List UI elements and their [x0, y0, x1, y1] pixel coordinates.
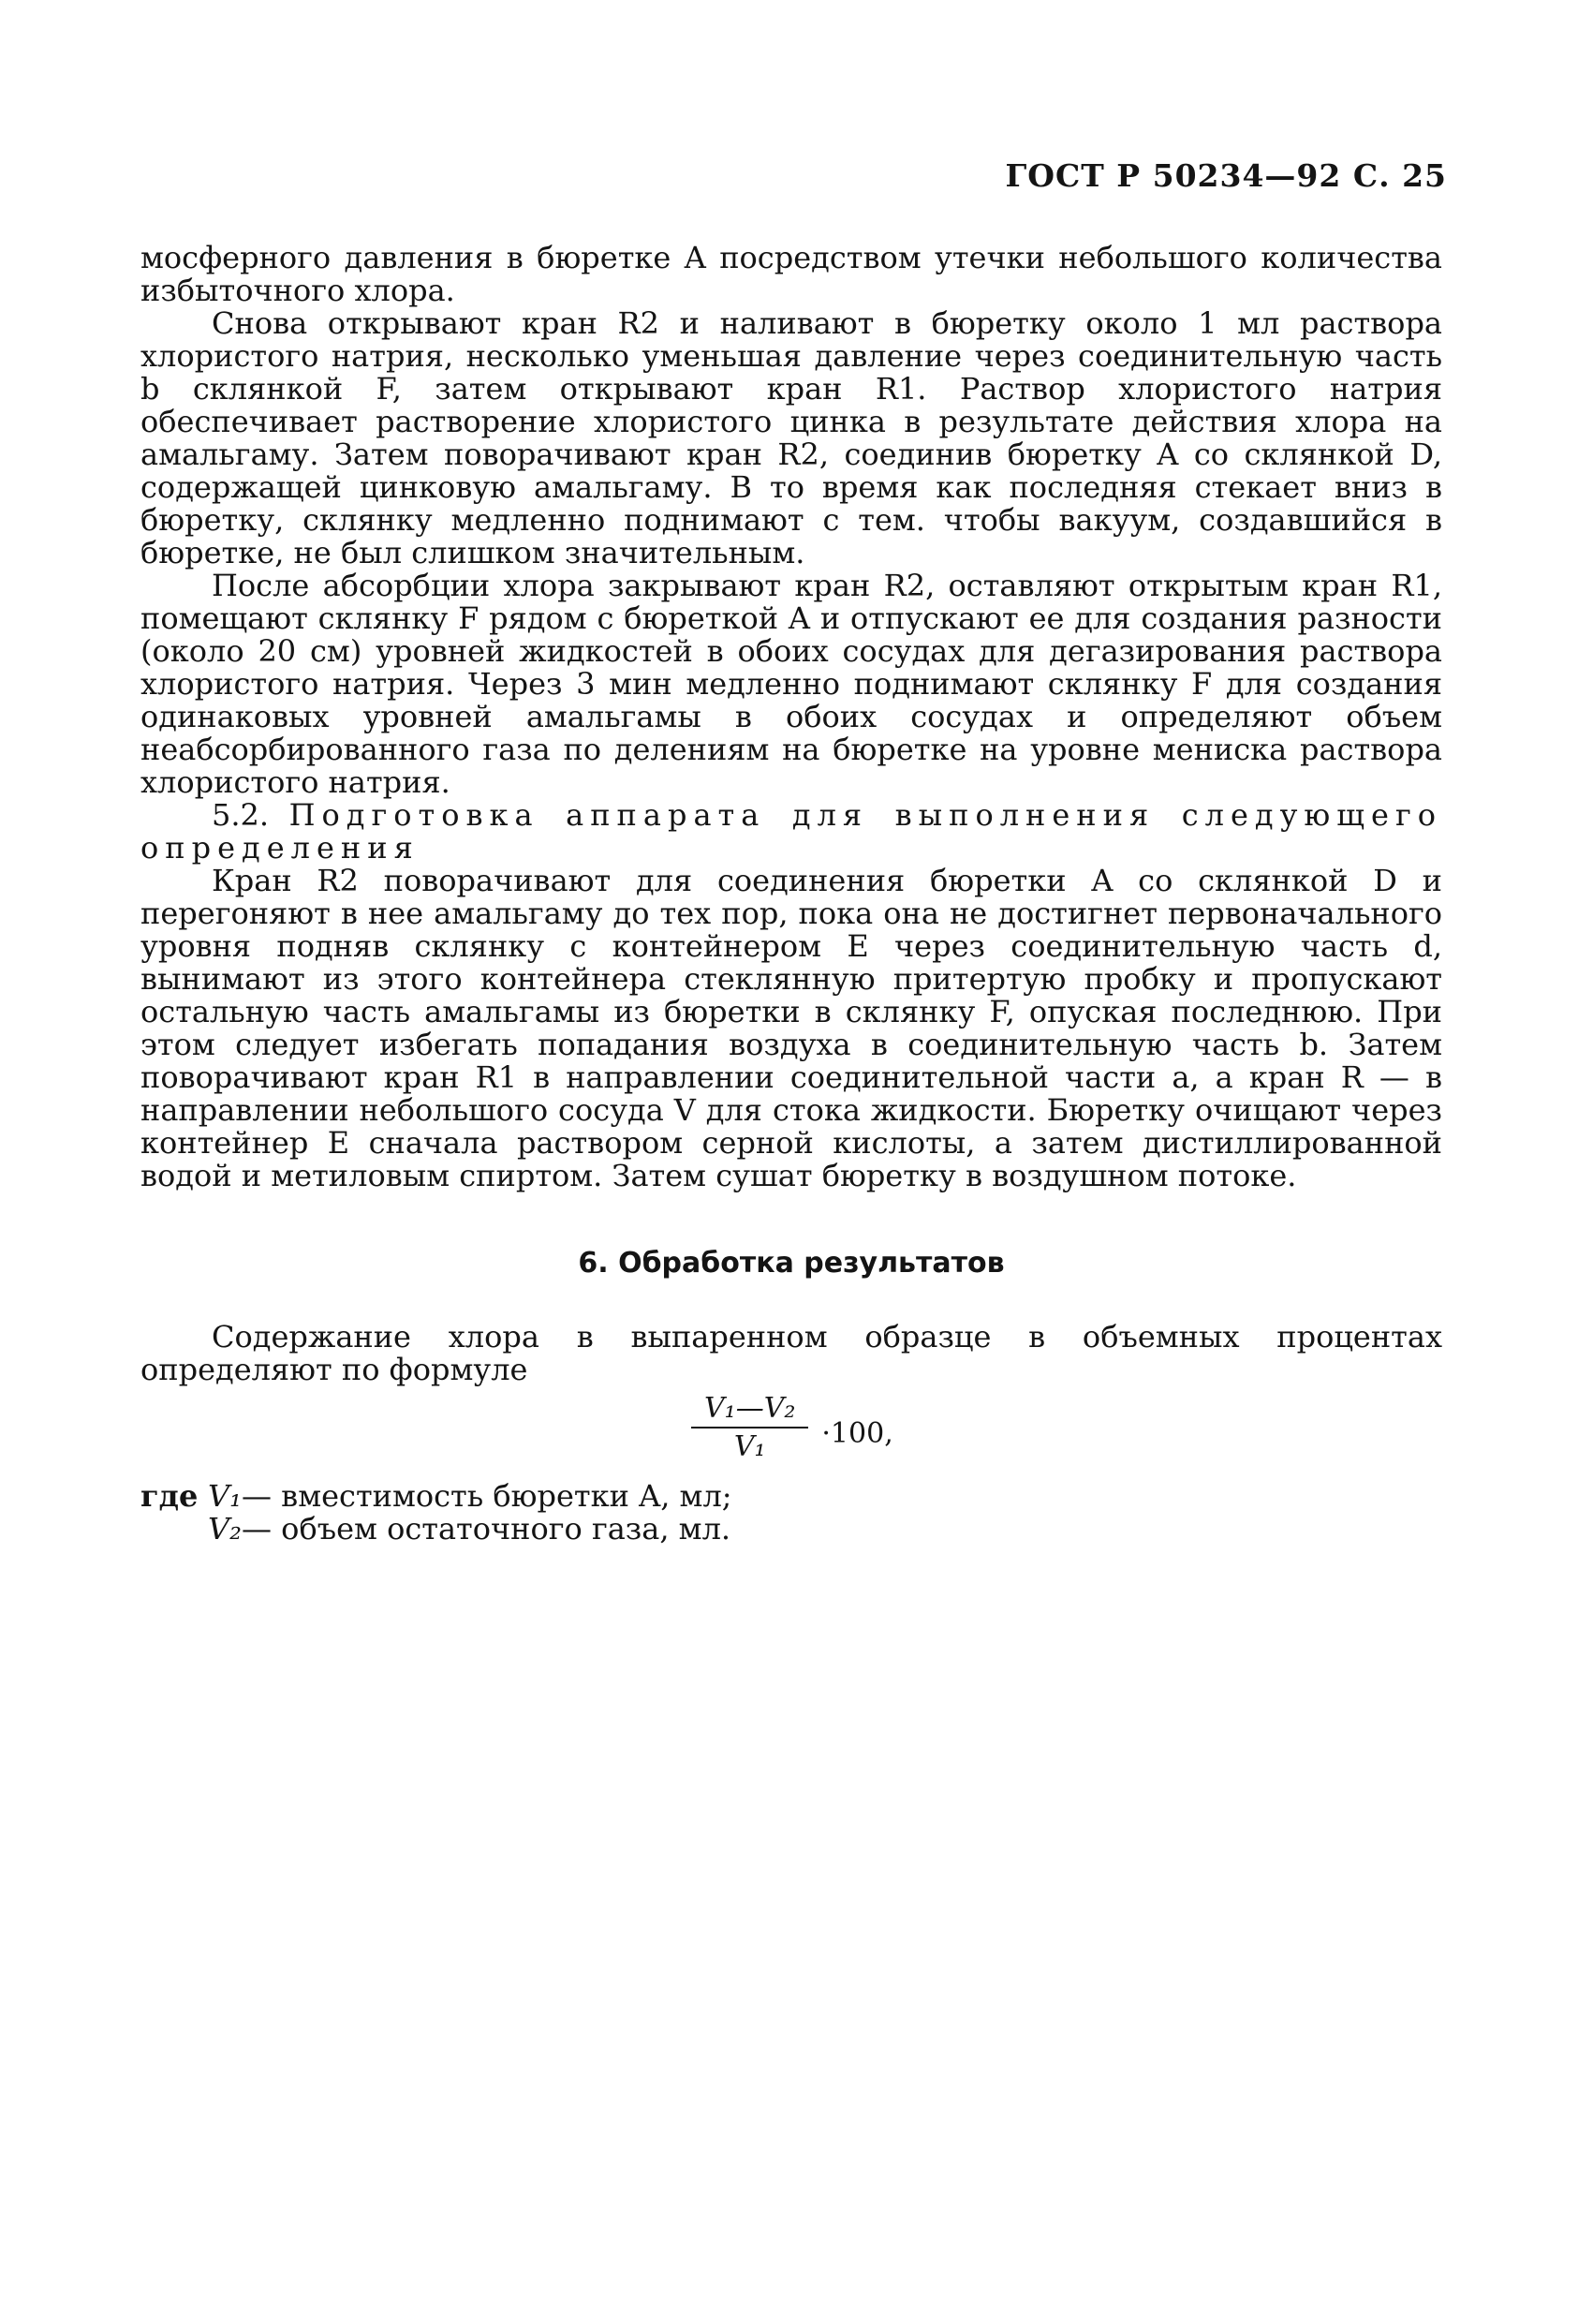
formula-fraction — [691, 1392, 808, 1463]
formula-intro: Содержание хлора в выпаренном образце в объемных процентах определяют по формуле — [140, 1319, 1442, 1387]
definition-row — [140, 1513, 1442, 1546]
section-title: 6. Обработка результатов — [578, 1247, 1005, 1280]
document-body — [140, 242, 1442, 1546]
paragraph-after-absorption: После абсорбции хлора закрывают кран R2, оставляют открытым кран R1, помещают склянку F рядом с бюреткой A и отпускают ее для создания разности (около 20 см) уровней жидкостей в обоих сосудах для дегазирования раствора хлористого натрия. Через 3 мин медленно поднимают склянку F для создания одинаковых уровней амальгамы в обоих сосудах и определяют объем неабсорбированного газа по делениям на бюретке на уровне мениска раствора хлористого натрия. — [140, 568, 1442, 800]
definition-symbol: V₁ — [208, 1478, 242, 1514]
paragraph-preparation: Кран R2 поворачивают для соединения бюретки A со склянкой D и перегоняют в нее амальгаму до тех пор, пока она не достигнет первоначального уровня подняв склянку с контейнером E через соединительную часть d, вынимают из этого контейнера стеклянную притертую пробку и пропускают остальную часть амальгамы из бюретки в склянку F, опуская последнюю. При этом следует избегать попадания воздуха в соединительную часть b. Затем поворачивают кран R1 в направлении соединительной части a, а кран R — в направлении небольшого сосуда V для стока жидкости. Бюретку очищают через контейнер E сначала раствором серной кислоты, а затем дистиллированной водой и метиловым спиртом. Затем сушат бюретку в воздушном потоке. — [140, 863, 1442, 1193]
definition-symbol: V₂ — [208, 1511, 242, 1547]
formula-multiplier: ·100, — [821, 1416, 893, 1450]
paragraph-open-valve: Снова открывают кран R2 и наливают в бюретку около 1 мл раствора хлористого натрия, несколько уменьшая давление через соединительную часть b склянкой F, затем открывают кран R1. Раствор хлористого натрия обеспечивает растворение хлористого цинка в результате действия хлора на амальгаму. Затем поворачивают кран R2, соединив бюретку A со склянкой D, содержащей цинковую амальгаму. В то время как последняя стекает вниз в бюретку, склянку медленно поднимают с тем. чтобы вакуум, создавшийся в бюретке, не был слишком значительным. — [140, 305, 1442, 570]
page-header: ГОСТ Р 50234—92 С. 25 — [1005, 157, 1447, 194]
formula — [691, 1392, 893, 1463]
formula-denominator: V₁ — [733, 1430, 766, 1463]
subsection-title: Подготовка аппарата для выполнения следующего определения — [140, 797, 1443, 866]
definition-text: — объем остаточного газа, мл. — [242, 1511, 731, 1547]
definition-label: где — [140, 1478, 199, 1514]
subsection-heading — [140, 799, 1442, 865]
definition-text: — вместимость бюретки A, мл; — [242, 1478, 732, 1514]
formula-numerator: V₁—V₂ — [691, 1392, 808, 1428]
subsection-number: 5.2. — [212, 797, 270, 833]
paragraph-continuation: мосферного давления в бюретке A посредством утечки небольшого количества избыточного хлора. — [140, 240, 1442, 308]
variable-definitions — [140, 1480, 1442, 1546]
definition-row — [140, 1480, 1442, 1513]
formula-block — [140, 1392, 1442, 1476]
definition-label — [140, 1513, 208, 1546]
